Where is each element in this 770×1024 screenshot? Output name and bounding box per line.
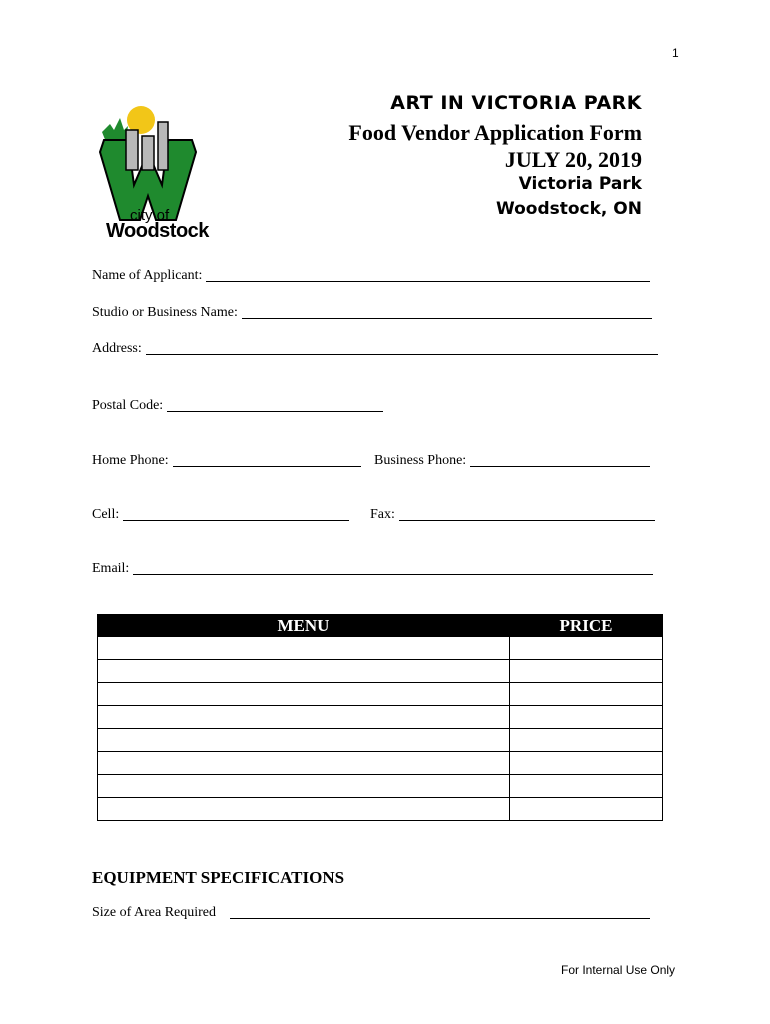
- menu-column-header: MENU: [98, 615, 510, 637]
- postal-code-row: [92, 398, 383, 414]
- menu-item-cell[interactable]: [98, 729, 510, 752]
- price-column-header: PRICE: [510, 615, 663, 637]
- postal-code-field[interactable]: [167, 410, 383, 412]
- business-phone-row: [374, 453, 650, 469]
- area-size-label: Size of Area Required: [92, 905, 217, 920]
- price-cell[interactable]: [510, 798, 663, 821]
- menu-item-cell[interactable]: [98, 798, 510, 821]
- business-name-row: [92, 305, 652, 321]
- home-phone-row: [92, 453, 361, 469]
- table-row: [98, 706, 663, 729]
- table-row: [98, 775, 663, 798]
- business-phone-label: Business Phone:: [374, 453, 467, 468]
- business-name-field[interactable]: [242, 317, 652, 319]
- menu-item-cell[interactable]: [98, 706, 510, 729]
- cell-label: Cell:: [92, 507, 120, 522]
- table-row: [98, 660, 663, 683]
- business-name-label: Studio or Business Name:: [92, 305, 238, 320]
- email-field[interactable]: [133, 573, 653, 575]
- fax-field[interactable]: [399, 519, 655, 521]
- applicant-name-field[interactable]: [206, 280, 650, 282]
- applicant-name-row: [92, 268, 650, 284]
- business-phone-field[interactable]: [470, 465, 650, 467]
- table-row: [98, 752, 663, 775]
- page-number: 1: [672, 46, 679, 60]
- address-field[interactable]: [146, 353, 658, 355]
- address-label: Address:: [92, 341, 142, 356]
- table-row: [98, 798, 663, 821]
- menu-price-table: [97, 614, 663, 821]
- menu-item-cell[interactable]: [98, 775, 510, 798]
- price-cell[interactable]: [510, 683, 663, 706]
- applicant-name-label: Name of Applicant:: [92, 268, 203, 283]
- home-phone-label: Home Phone:: [92, 453, 169, 468]
- cell-row: [92, 507, 349, 523]
- menu-item-cell[interactable]: [98, 660, 510, 683]
- menu-item-cell[interactable]: [98, 683, 510, 706]
- price-cell[interactable]: [510, 660, 663, 683]
- email-label: Email:: [92, 561, 130, 576]
- internal-use-note: For Internal Use Only: [561, 963, 676, 977]
- table-row: [98, 637, 663, 660]
- equipment-section-title: EQUIPMENT SPECIFICATIONS: [92, 868, 345, 887]
- logo-name-text: Woodstock: [106, 220, 209, 242]
- menu-table-header: [98, 615, 663, 637]
- event-city: Woodstock, ON: [495, 199, 642, 219]
- email-row: [92, 561, 653, 577]
- price-cell[interactable]: [510, 729, 663, 752]
- postal-code-label: Postal Code:: [92, 398, 164, 413]
- price-cell[interactable]: [510, 752, 663, 775]
- form-title: Food Vendor Application Form: [348, 120, 642, 145]
- table-row: [98, 729, 663, 752]
- address-row: [92, 341, 658, 357]
- fax-label: Fax:: [370, 507, 395, 522]
- event-title: ART IN VICTORIA PARK: [390, 92, 642, 114]
- table-row: [98, 683, 663, 706]
- event-venue: Victoria Park: [518, 174, 642, 194]
- event-date: JULY 20, 2019: [504, 147, 642, 172]
- menu-item-cell[interactable]: [98, 752, 510, 775]
- fax-row: [370, 507, 655, 523]
- price-cell[interactable]: [510, 775, 663, 798]
- price-cell[interactable]: [510, 706, 663, 729]
- cell-field[interactable]: [123, 519, 349, 521]
- area-size-row: [92, 905, 650, 921]
- logo-city-text: city of: [130, 207, 170, 224]
- area-size-field[interactable]: [230, 917, 650, 919]
- home-phone-field[interactable]: [173, 465, 361, 467]
- menu-item-cell[interactable]: [98, 637, 510, 660]
- price-cell[interactable]: [510, 637, 663, 660]
